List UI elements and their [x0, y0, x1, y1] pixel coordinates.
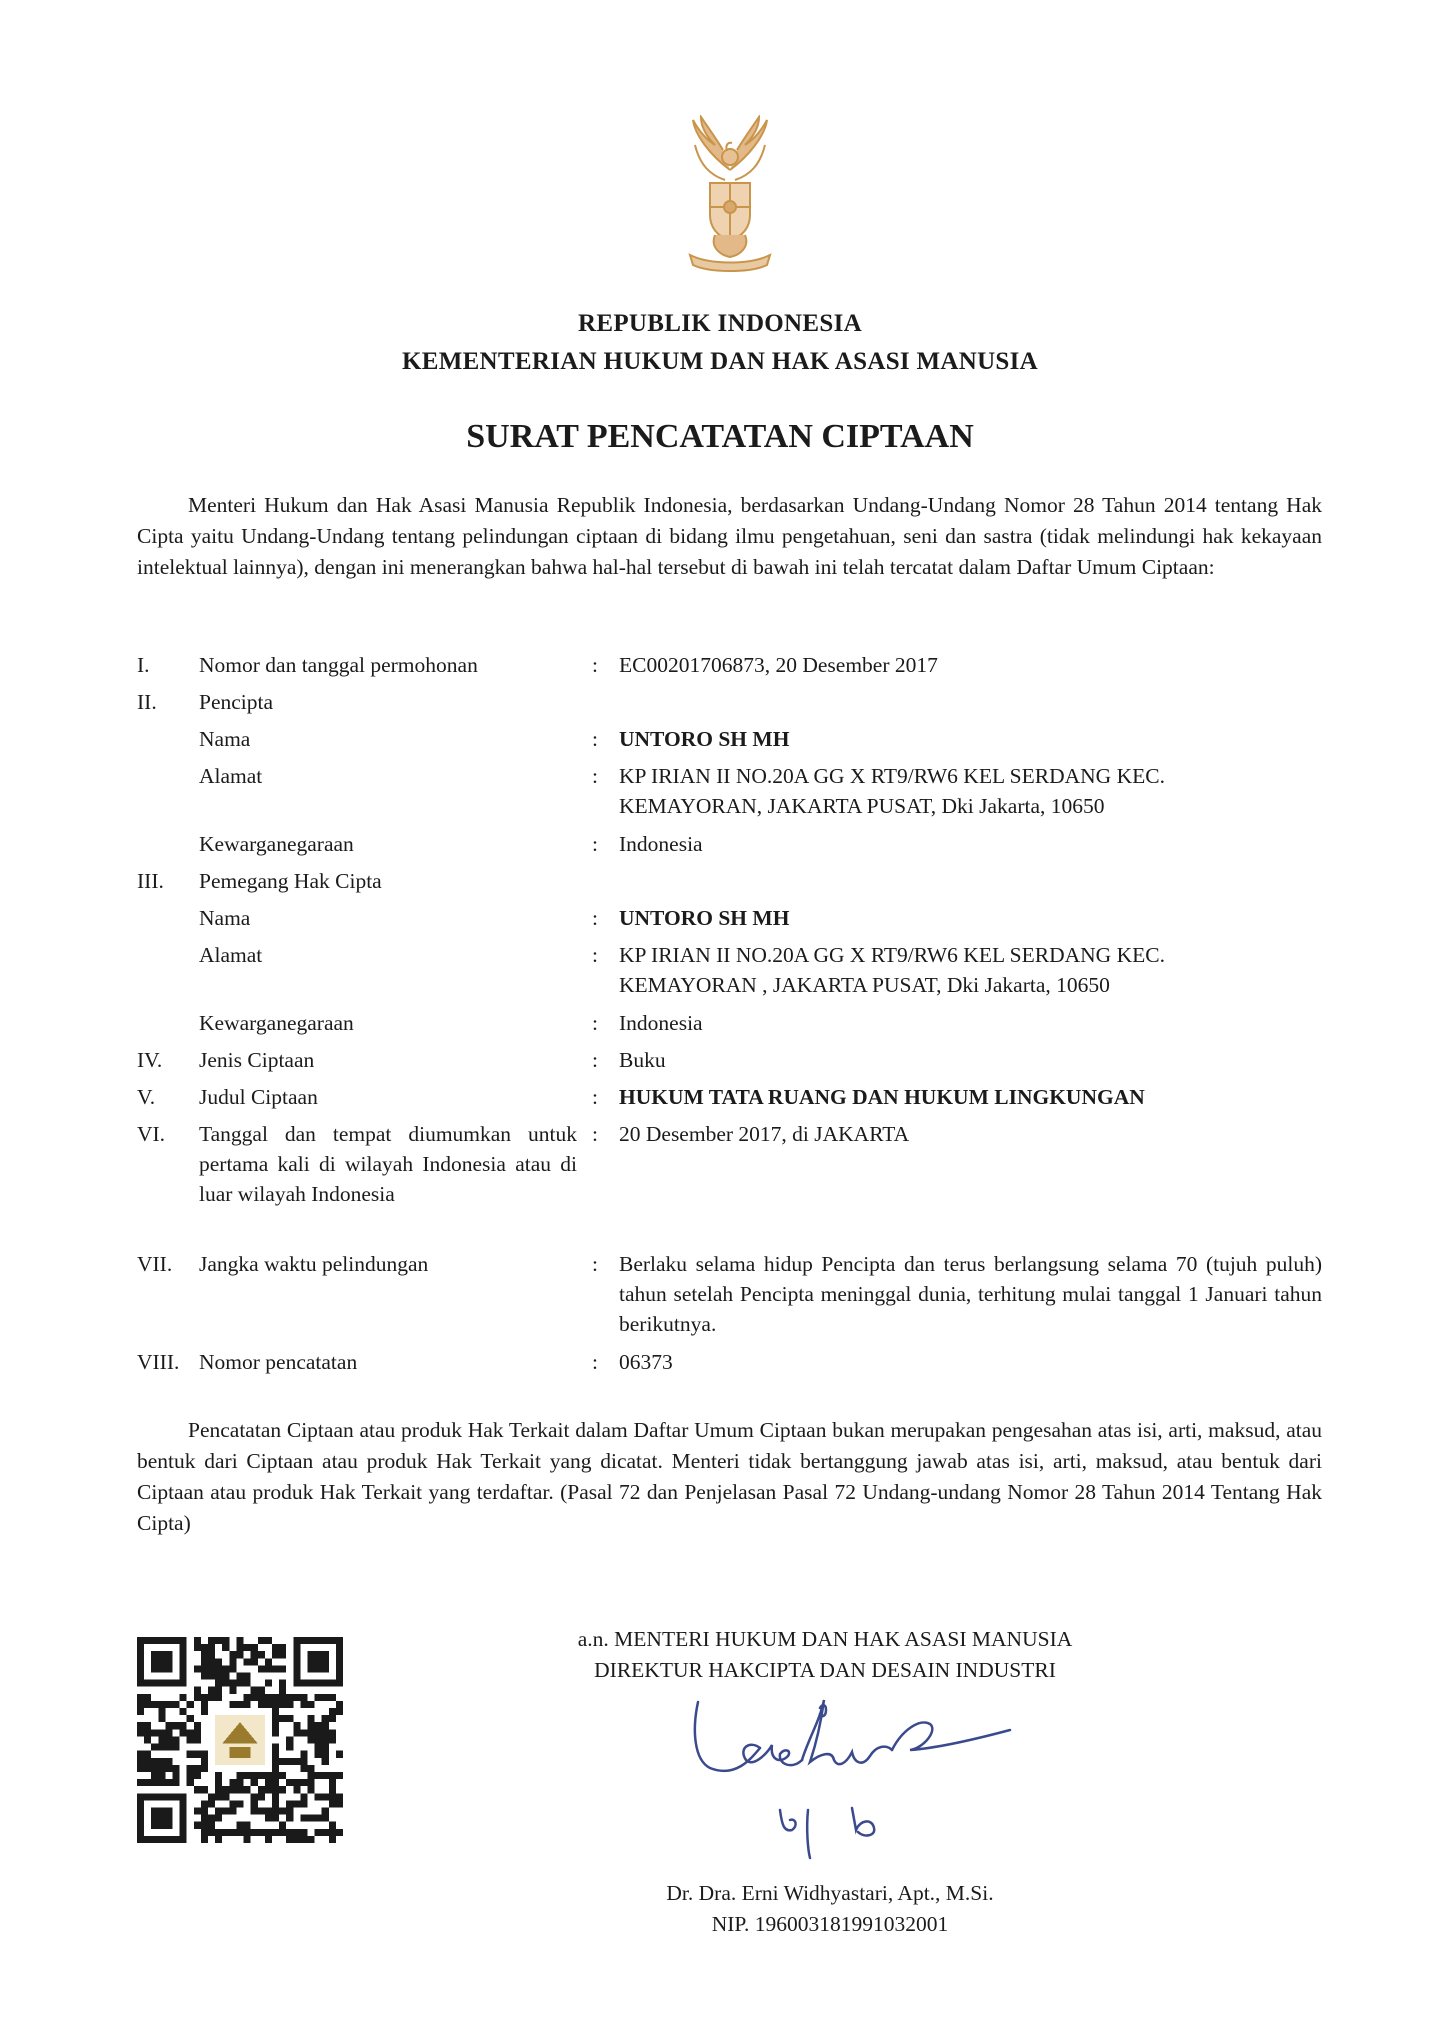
item-value: Berlaku selama hidup Pencipta dan terus berlangsung selama 70 (tujuh puluh) tahun setelah Pencipta meninggal dunia, terhitung mulai tanggal 1 Januari tahun berikutnya.	[619, 1252, 1322, 1336]
item-number: III.	[137, 869, 164, 893]
colon: :	[592, 1011, 598, 1035]
item-value-line1: KP IRIAN II NO.20A GG X RT9/RW6 KEL SERDANG KEC.	[619, 943, 1165, 967]
item-label: Nama	[199, 727, 251, 751]
garuda-emblem-icon	[655, 115, 805, 275]
signatory-line1: a.n. MENTERI HUKUM DAN HAK ASASI MANUSIA	[577, 1627, 1073, 1651]
item-number: IV.	[137, 1048, 163, 1072]
colon: :	[592, 1085, 598, 1109]
item-label: Jenis Ciptaan	[199, 1048, 315, 1072]
item-value: 06373	[619, 1350, 673, 1374]
colon: :	[592, 1048, 598, 1072]
header-kementerian: KEMENTERIAN HUKUM DAN HAK ASASI MANUSIA	[401, 348, 1039, 375]
item-label: Nomor pencatatan	[199, 1350, 358, 1374]
colon: :	[592, 832, 598, 856]
item-label: Kewarganegaraan	[199, 832, 354, 856]
item-label: Kewarganegaraan	[199, 1011, 354, 1035]
colon: :	[592, 1122, 598, 1146]
item-value-line1: KP IRIAN II NO.20A GG X RT9/RW6 KEL SERDANG KEC.	[619, 764, 1165, 788]
colon: :	[592, 764, 598, 788]
item-value: 20 Desember 2017, di JAKARTA	[619, 1122, 910, 1146]
disclaimer-paragraph: Pencatatan Ciptaan atau produk Hak Terkait dalam Daftar Umum Ciptaan bukan merupakan pengesahan atas isi, arti, maksud, atau bentuk dari Ciptaan atau produk Hak Terkait yang dicatat. Menteri tidak bertanggung jawab atas isi, arti, maksud, atau bentuk dari Ciptaan atau produk Hak Terkait yang terdaftar. (Pasal 72 dan Penjelasan Pasal 72 Undang-undang Nomor 28 Tahun 2014 Tentang Hak Cipta)	[137, 1418, 1322, 1535]
item-label: Judul Ciptaan	[199, 1085, 318, 1109]
item-label: Tanggal dan tempat diumumkan untuk pertama kali di wilayah Indonesia atau di luar wilayah Indonesia	[199, 1122, 577, 1206]
item-label: Nomor dan tanggal permohonan	[199, 653, 478, 677]
item-label: Pemegang Hak Cipta	[199, 869, 382, 893]
colon: :	[592, 1350, 598, 1374]
item-value: Indonesia	[619, 832, 703, 856]
item-value: UNTORO SH MH	[619, 727, 790, 751]
item-value-line2: KEMAYORAN, JAKARTA PUSAT, Dki Jakarta, 10650	[619, 794, 1105, 818]
item-label: Alamat	[199, 943, 263, 967]
item-number: VIII.	[137, 1350, 180, 1374]
item-value: UNTORO SH MH	[619, 906, 790, 930]
item-number: V.	[137, 1085, 156, 1109]
colon: :	[592, 943, 598, 967]
item-number: I.	[137, 653, 150, 677]
signatory-nip: NIP. 196003181991032001	[711, 1912, 949, 1936]
colon: :	[592, 653, 598, 677]
item-value: EC00201706873, 20 Desember 2017	[619, 653, 938, 677]
signature-icon	[680, 1690, 1020, 1860]
item-label: Pencipta	[199, 690, 274, 714]
document-title: SURAT PENCATATAN CIPTAAN	[466, 418, 974, 455]
item-label: Alamat	[199, 764, 263, 788]
item-value: Indonesia	[619, 1011, 703, 1035]
item-number: VI.	[137, 1122, 166, 1146]
colon: :	[592, 727, 598, 751]
qr-code-icon	[137, 1637, 343, 1843]
item-number: VII.	[137, 1252, 173, 1276]
signatory-line2: DIREKTUR HAKCIPTA DAN DESAIN INDUSTRI	[594, 1658, 1056, 1682]
header-republik: REPUBLIK INDONESIA	[578, 310, 862, 337]
item-value: HUKUM TATA RUANG DAN HUKUM LINGKUNGAN	[619, 1085, 1145, 1109]
item-value-line2: KEMAYORAN , JAKARTA PUSAT, Dki Jakarta, 10650	[619, 973, 1110, 997]
colon: :	[592, 1252, 598, 1276]
colon: :	[592, 906, 598, 930]
item-label: Nama	[199, 906, 251, 930]
item-number: II.	[137, 690, 157, 714]
item-value: Buku	[619, 1048, 666, 1072]
intro-paragraph: Menteri Hukum dan Hak Asasi Manusia Republik Indonesia, berdasarkan Undang-Undang Nomor 28 Tahun 2014 tentang Hak Cipta yaitu Undang-Undang tentang pelindungan ciptaan di bidang ilmu pengetahuan, seni dan sastra (tidak melindungi hak kekayaan intelektual lainnya), dengan ini menerangkan bahwa hal-hal tersebut di bawah ini telah tercatat dalam Daftar Umum Ciptaan:	[137, 493, 1322, 579]
item-label: Jangka waktu pelindungan	[199, 1252, 429, 1276]
signatory-name: Dr. Dra. Erni Widhyastari, Apt., M.Si.	[666, 1881, 994, 1905]
